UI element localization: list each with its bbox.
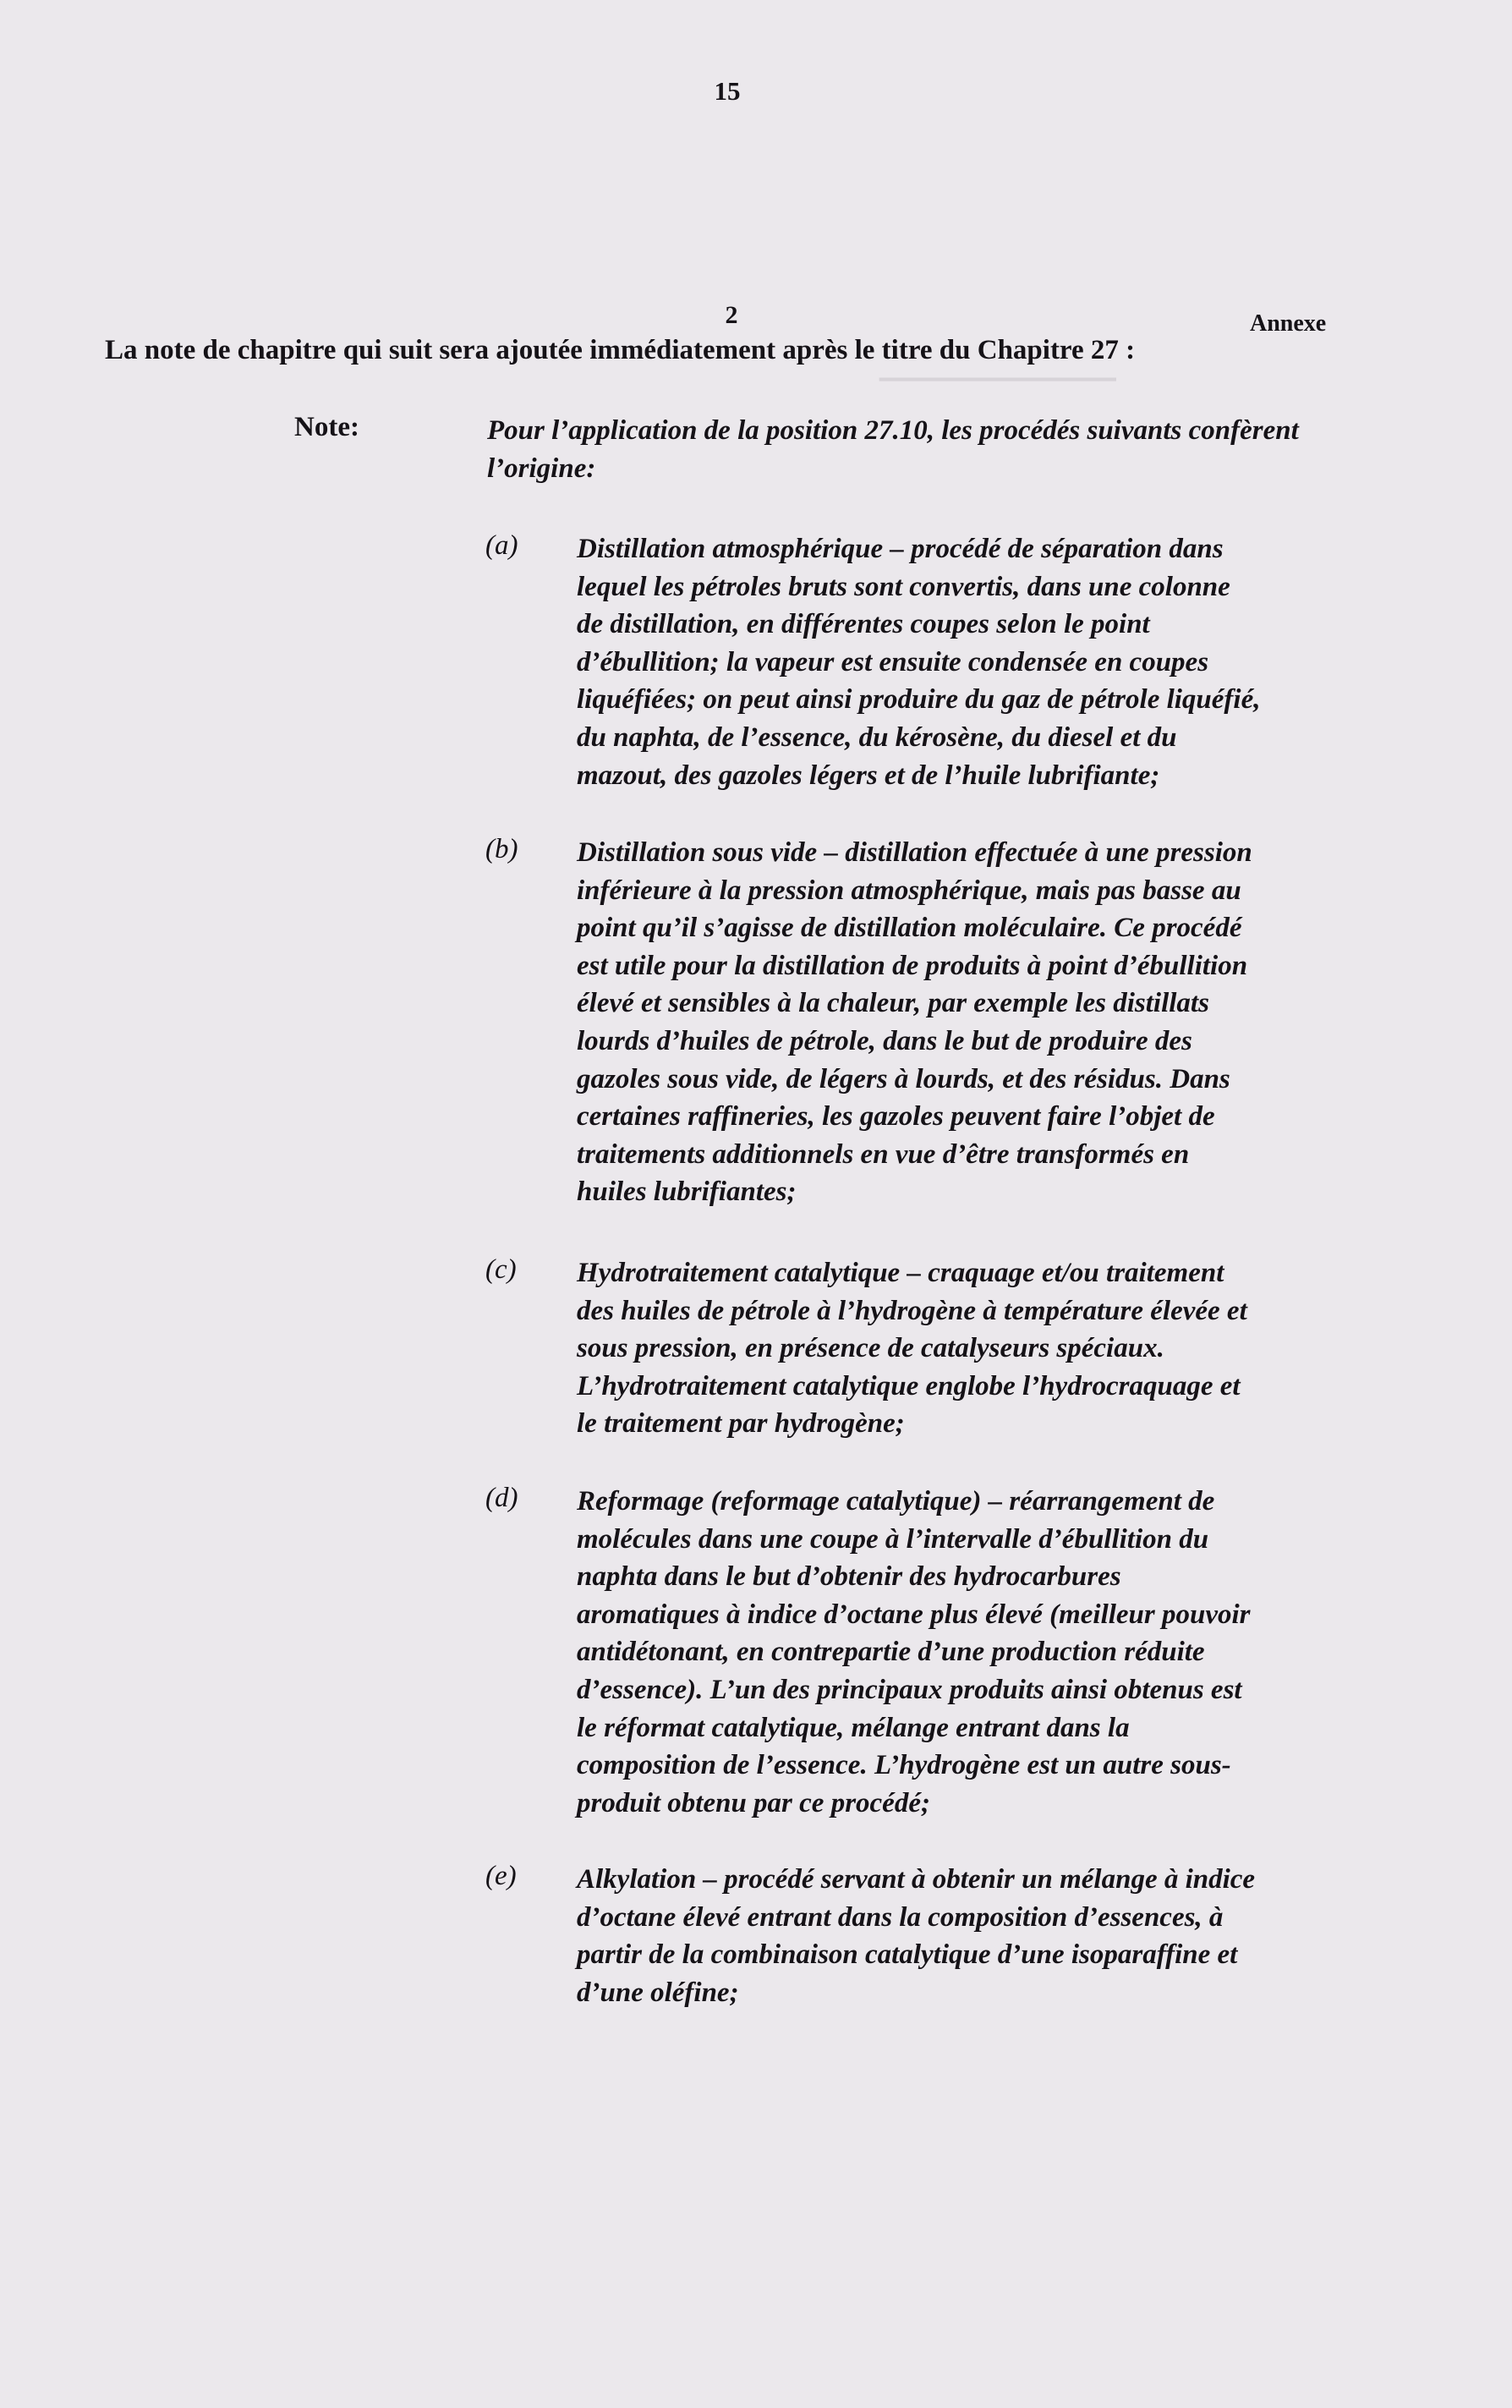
- item-line: sous pression, en présence de catalyseurs spéciaux.: [577, 1333, 1164, 1364]
- bleed-through-texture: ▔▔▔▔▔▔▔▔▔▔▔▔▔▔: [879, 379, 1116, 403]
- item-line: Alkylation – procédé servant à obtenir un mélange à indice: [577, 1864, 1256, 1895]
- item-line: composition de l’essence. L’hydrogène est un autre sous-: [577, 1750, 1231, 1781]
- item-text-b: [577, 834, 1363, 1211]
- item-line: des huiles de pétrole à l’hydrogène à température élevée et: [577, 1295, 1247, 1326]
- item-line: point qu’il s’agisse de distillation moléculaire. Ce procédé: [577, 913, 1242, 944]
- item-letter-e: (e): [485, 1861, 517, 1891]
- item-text-d: [577, 1483, 1363, 1822]
- item-line: est utile pour la distillation de produits à point d’ébullition: [577, 950, 1248, 981]
- item-text-e: [577, 1861, 1363, 2011]
- item-line: huiles lubrifiantes;: [577, 1177, 797, 1208]
- item-line: lourds d’huiles de pétrole, dans le but de produire des: [577, 1025, 1192, 1056]
- item-line: d’ébullition; la vapeur est ensuite condensée en coupes: [577, 646, 1209, 677]
- item-line: du naphta, de l’essence, du kérosène, du diesel et du: [577, 721, 1177, 753]
- item-line: partir de la combinaison catalytique d’une isoparaffine et: [577, 1939, 1238, 1971]
- item-line: naphta dans le but d’obtenir des hydrocarbures: [577, 1561, 1121, 1593]
- item-line: le traitement par hydrogène;: [577, 1408, 905, 1440]
- item-line: gazoles sous vide, de légers à lourds, et des résidus. Dans: [577, 1063, 1230, 1094]
- item-line: traitements additionnels en vue d’être transformés en: [577, 1138, 1190, 1170]
- sub-page-number: 2: [725, 301, 738, 329]
- item-line: produit obtenu par ce procédé;: [577, 1787, 930, 1818]
- item-line: lequel les pétroles bruts sont convertis, dans une colonne: [577, 571, 1230, 602]
- page-number: 15: [714, 76, 741, 106]
- item-line: L’hydrotraitement catalytique englobe l’hydrocraquage et: [577, 1370, 1241, 1401]
- item-line: d’essence). L’un des principaux produits ainsi obtenus est: [577, 1674, 1242, 1705]
- item-line: inférieure à la pression atmosphérique, mais pas basse au: [577, 875, 1241, 906]
- item-line: antidétonant, en contrepartie d’une production réduite: [577, 1637, 1205, 1668]
- annex-label: Annexe: [1250, 310, 1327, 337]
- item-line: Distillation sous vide – distillation effectuée à une pression: [577, 837, 1252, 868]
- item-line: mazout, des gazoles légers et de l’huile lubrifiante;: [577, 760, 1160, 791]
- item-line: Distillation atmosphérique – procédé de séparation dans: [577, 534, 1224, 564]
- item-letter-a: (a): [485, 530, 518, 561]
- item-line: élevé et sensibles à la chaleur, par exemple les distillats: [577, 988, 1209, 1019]
- item-line: molécules dans une coupe à l’intervalle d’ébullition du: [577, 1523, 1209, 1555]
- note-label: Note:: [294, 412, 359, 442]
- item-line: Hydrotraitement catalytique – craquage et/ou traitement: [577, 1258, 1224, 1288]
- item-line: d’octane élevé entrant dans la composition d’essences, à: [577, 1901, 1224, 1933]
- item-text-a: [577, 530, 1363, 794]
- item-line: certaines raffineries, les gazoles peuvent faire l’objet de: [577, 1101, 1215, 1133]
- item-letter-c: (c): [485, 1254, 517, 1285]
- item-line: liquéfiées; on peut ainsi produire du gaz de pétrole liquéfié,: [577, 684, 1261, 716]
- item-line: de distillation, en différentes coupes selon le point: [577, 609, 1150, 640]
- item-letter-d: (d): [485, 1483, 518, 1513]
- intro-sentence: La note de chapitre qui suit sera ajoutée immédiatement après le titre du Chapitre 27 :: [105, 335, 1136, 365]
- note-text: Pour l’application de la position 27.10, les procédés suivants confèrent l’origine:: [487, 415, 1299, 484]
- item-line: Reformage (reformage catalytique) – réarrangement de: [577, 1486, 1215, 1517]
- item-letter-b: (b): [485, 834, 518, 864]
- item-line: d’une oléfine;: [577, 1977, 739, 2008]
- item-line: le réformat catalytique, mélange entrant dans la: [577, 1712, 1130, 1743]
- item-line: aromatiques à indice d’octane plus élevé (meilleur pouvoir: [577, 1599, 1251, 1630]
- item-text-c: [577, 1254, 1363, 1443]
